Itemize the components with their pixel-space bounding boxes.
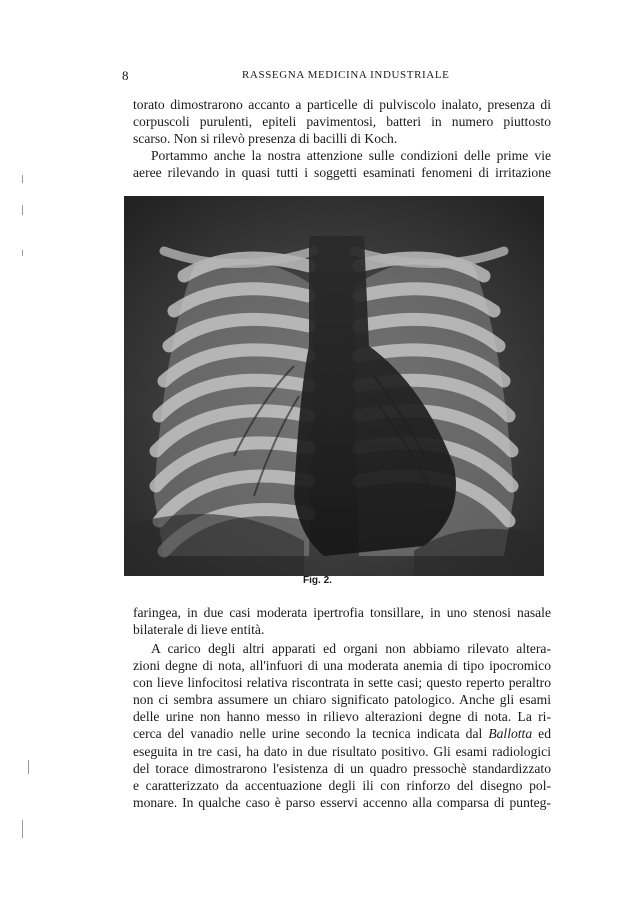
text-line: aeree rilevando in quasi tutti i soggetti esaminati fenomeni di irritazione [133,165,551,181]
text-line: zioni degne di nota, all'infuori di una moderata anemia di tipo ipocromico [133,658,551,674]
margin-mark [22,820,23,838]
text-line: corpuscoli purulenti, epiteli pavimentosi, batteri in numero piuttosto [133,114,551,130]
paragraph-sputum [133,96,551,147]
text-line: bilaterale di lieve entità. [133,622,265,638]
text-line [133,725,551,742]
text-line: eseguita in tre casi, ha dato in due risultato positivo. Gli esami radiologici [133,743,551,759]
text-line: monare. In qualche caso è parso esservi accenno alla comparsa di punteg- [133,794,551,810]
paragraph-airways [133,147,551,181]
figure-caption: Fig. 2. [303,575,332,586]
text-segment: cerca del vanadio nelle urine secondo la tecnica indicata dal [133,726,483,742]
text-line: Portammo anche la nostra attenzione sulle condizioni delle prime vie [151,148,551,163]
text-segment: ed [538,726,551,742]
paragraph-other-organs [133,640,551,811]
running-head [122,68,552,88]
margin-mark [22,250,23,256]
margin-mark [28,760,29,774]
chest-xray-figure [124,196,544,576]
text-line: scarso. Non si rilevò presenza di bacilli di Koch. [133,131,398,147]
text-line: faringea, in due casi moderata ipertrofia tonsillare, in uno stenosi nasale [133,605,551,620]
margin-mark [22,205,23,215]
text-line: torato dimostrarono accanto a particelle di pulviscolo inalato, presenza di [133,97,551,112]
page-number: 8 [122,68,130,83]
paragraph-pharynx [133,604,551,638]
text-line: del torace dimostrarono l'esistenza di un quadro pressochè standardizzato [133,760,551,776]
text-line: A carico degli altri apparati ed organi non abbiamo rilevato altera- [151,641,551,656]
text-line: delle urine non hanno messo in rilievo alterazioni degne di nota. La ri- [133,709,551,725]
text-line: e caratterizzato da accentuazione degli ili con rinforzo del disegno pol- [133,777,551,793]
text-line: con lieve linfocitosi relativa riscontrata in sette casi; questo reperto peraltro [133,675,551,691]
journal-title: RASSEGNA MEDICINA INDUSTRIALE [242,69,450,81]
author-name-italic: Ballotta [488,726,533,742]
chest-xray-image [124,196,544,576]
margin-mark [22,175,23,183]
text-line: non ci sembra assumere un chiaro significato patologico. Anche gli esami [133,692,551,708]
